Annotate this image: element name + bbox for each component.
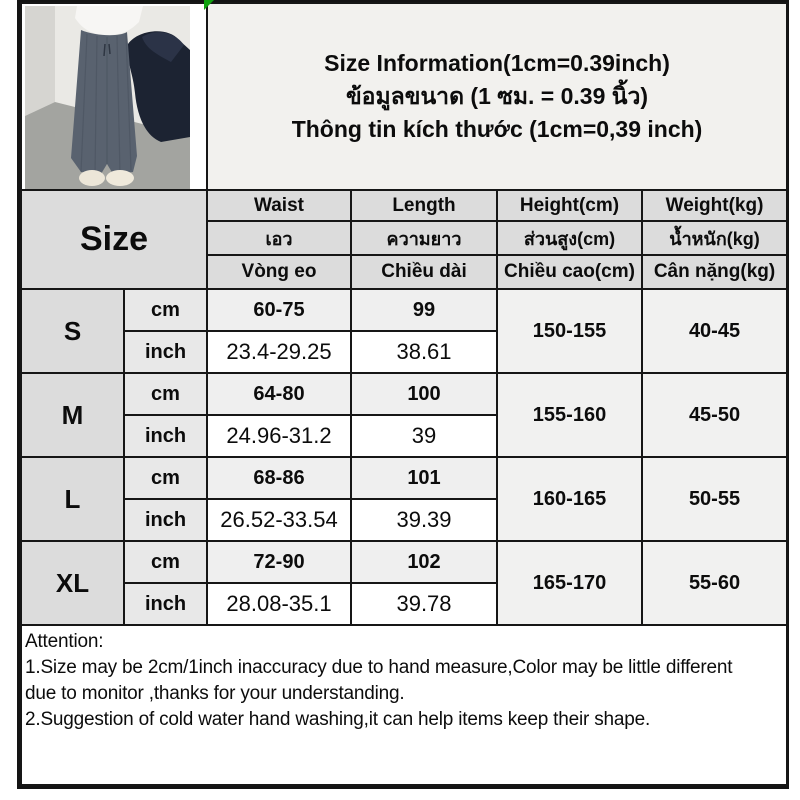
- s-length-inch: 38.61: [351, 331, 497, 373]
- xl-weight: 55-60: [642, 541, 787, 625]
- s-weight: 40-45: [642, 289, 787, 373]
- table-row: [21, 541, 787, 583]
- m-waist-cm: 64-80: [207, 373, 351, 415]
- l-waist-inch: 26.52-33.54: [207, 499, 351, 541]
- xl-height: 165-170: [497, 541, 642, 625]
- unit-label-inch: inch: [124, 331, 207, 373]
- s-waist-inch: 23.4-29.25: [207, 331, 351, 373]
- size-column-header: Size: [21, 190, 207, 289]
- m-waist-inch: 24.96-31.2: [207, 415, 351, 457]
- length-header-en: Length: [351, 190, 497, 221]
- size-label-xl: XL: [21, 541, 124, 625]
- attention-line-3: 2.Suggestion of cold water hand washing,it can help items keep their shape.: [25, 709, 651, 730]
- height-header-vi: Chiều cao(cm): [497, 255, 642, 289]
- unit-label-inch: inch: [124, 415, 207, 457]
- waist-header-th: เอว: [207, 221, 351, 255]
- xl-waist-inch: 28.08-35.1: [207, 583, 351, 625]
- attention-section: [21, 625, 787, 785]
- s-waist-cm: 60-75: [207, 289, 351, 331]
- product-photo: [25, 6, 190, 189]
- height-header-en: Height(cm): [497, 190, 642, 221]
- unit-label-cm: cm: [124, 373, 207, 415]
- unit-label-cm: cm: [124, 541, 207, 583]
- unit-label-cm: cm: [124, 457, 207, 499]
- size-chart-sheet: [17, 0, 789, 789]
- length-header-vi: Chiều dài: [351, 255, 497, 289]
- unit-label-inch: inch: [124, 583, 207, 625]
- m-length-inch: 39: [351, 415, 497, 457]
- length-header-th: ความยาว: [351, 221, 497, 255]
- xl-length-inch: 39.78: [351, 583, 497, 625]
- weight-header-vi: Cân nặng(kg): [642, 255, 787, 289]
- size-label-m: M: [21, 373, 124, 457]
- green-corner-marker: [204, 0, 214, 10]
- l-length-cm: 101: [351, 457, 497, 499]
- l-length-inch: 39.39: [351, 499, 497, 541]
- xl-length-cm: 102: [351, 541, 497, 583]
- title-thai: ข้อมูลขนาด (1 ซม. = 0.39 นิ้ว): [345, 83, 649, 109]
- table-row: [21, 289, 787, 331]
- unit-label-cm: cm: [124, 289, 207, 331]
- size-chart-table: [20, 2, 788, 786]
- table-row: [21, 457, 787, 499]
- title-cell: [207, 3, 787, 190]
- l-waist-cm: 68-86: [207, 457, 351, 499]
- size-label-l: L: [21, 457, 124, 541]
- l-weight: 50-55: [642, 457, 787, 541]
- l-height: 160-165: [497, 457, 642, 541]
- attention-heading: Attention:: [25, 631, 104, 652]
- size-label-s: S: [21, 289, 124, 373]
- title-vietnamese: Thông tin kích thước (1cm=0,39 inch): [291, 116, 703, 142]
- waist-header-en: Waist: [207, 190, 351, 221]
- m-height: 155-160: [497, 373, 642, 457]
- unit-label-inch: inch: [124, 499, 207, 541]
- m-weight: 45-50: [642, 373, 787, 457]
- m-length-cm: 100: [351, 373, 497, 415]
- table-row: [21, 373, 787, 415]
- height-header-th: ส่วนสูง(cm): [497, 221, 642, 255]
- title-english: Size Information(1cm=0.39inch): [324, 50, 670, 76]
- weight-header-en: Weight(kg): [642, 190, 787, 221]
- s-height: 150-155: [497, 289, 642, 373]
- attention-line-2: due to monitor ,thanks for your understanding.: [25, 683, 405, 704]
- product-photo-cell: [21, 3, 207, 190]
- weight-header-th: น้ำหนัก(kg): [642, 221, 787, 255]
- attention-line-1: 1.Size may be 2cm/1inch inaccuracy due to hand measure,Color may be little different: [25, 657, 733, 678]
- s-length-cm: 99: [351, 289, 497, 331]
- waist-header-vi: Vòng eo: [207, 255, 351, 289]
- xl-waist-cm: 72-90: [207, 541, 351, 583]
